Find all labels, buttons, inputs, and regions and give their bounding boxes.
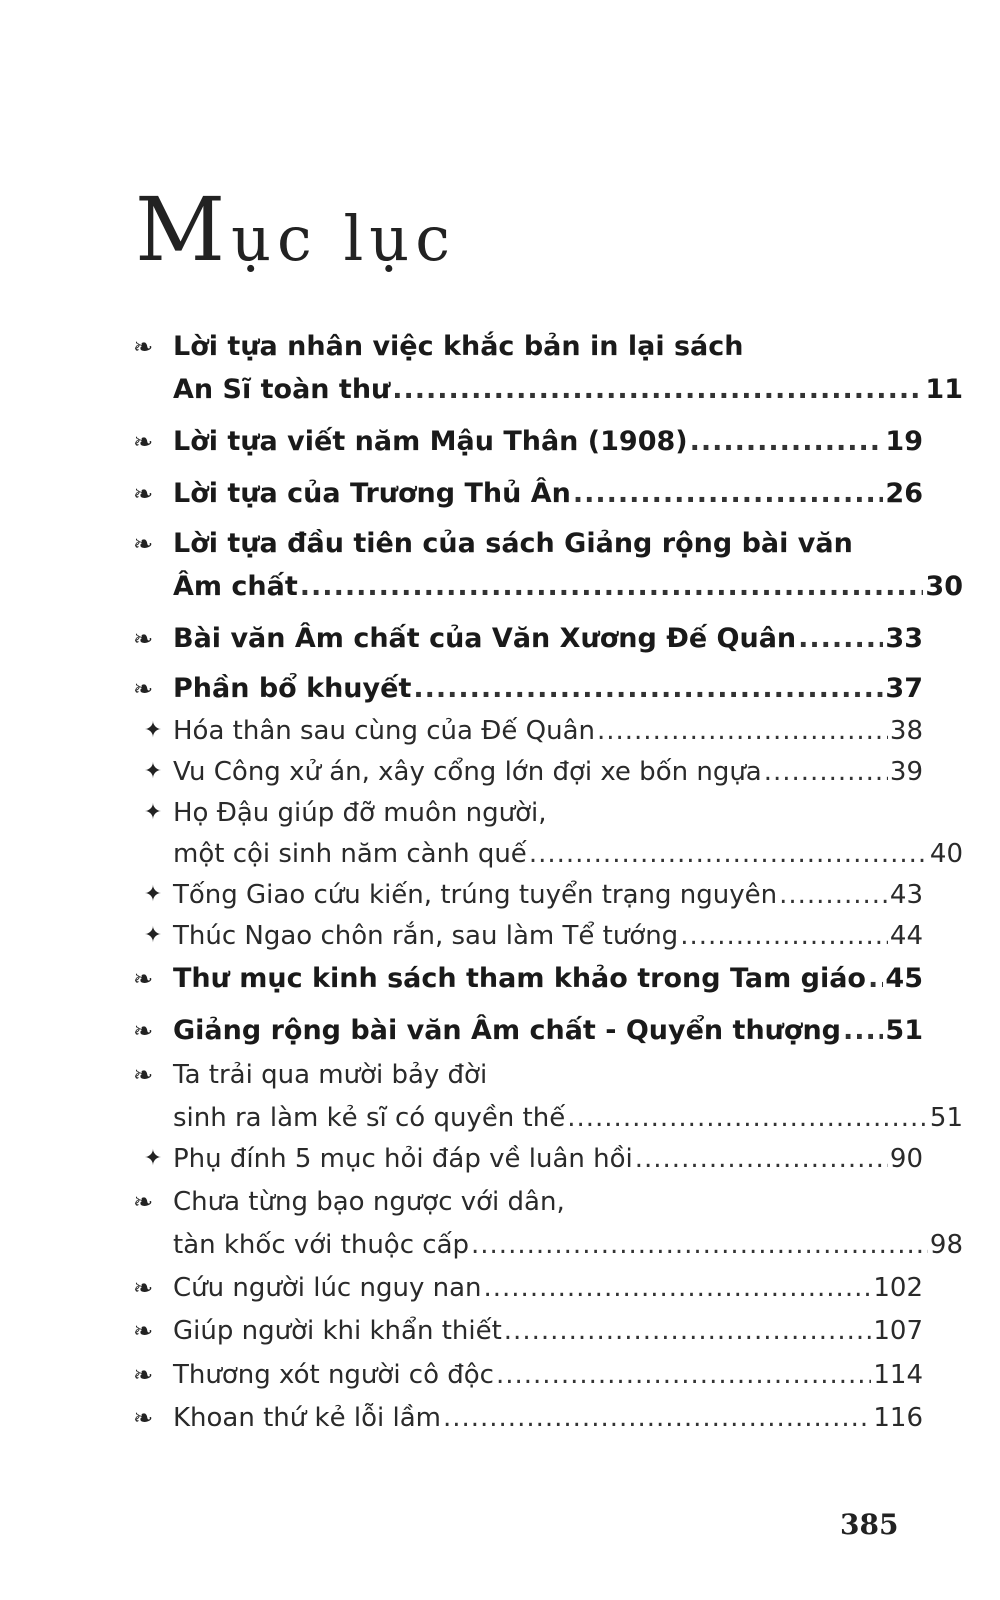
dot-leader [764, 752, 888, 792]
fleuron-icon: ❧ [133, 428, 154, 456]
dot-leader [680, 916, 888, 956]
toc-entry[interactable] [133, 474, 923, 514]
toc-page-number: 116 [873, 1403, 923, 1433]
toc-entry[interactable] [133, 524, 923, 564]
star-ornament-icon: ✦ [143, 718, 163, 743]
star-ornament-icon: ✦ [143, 800, 163, 825]
toc-entry-title: Ta trải qua mười bảy đời [173, 1060, 488, 1090]
toc-entry-continuation[interactable] [133, 370, 963, 410]
toc-page-number: 40 [929, 839, 963, 869]
dot-leader [529, 834, 928, 874]
fleuron-icon: ❧ [133, 1017, 154, 1045]
toc-page-number: 30 [925, 571, 963, 602]
toc-entry[interactable] [133, 422, 923, 462]
dot-leader [471, 1225, 928, 1265]
fleuron-icon: ❧ [133, 530, 154, 558]
toc-entry-title: Bài văn Âm chất của Văn Xương Đế Quân [173, 623, 797, 654]
toc-subentry[interactable] [133, 711, 923, 751]
toc-entry-title: Giảng rộng bài văn Âm chất - Quyển thượng [173, 1015, 841, 1046]
toc-entry[interactable] [133, 1398, 923, 1438]
toc-entry-continuation[interactable] [133, 1098, 963, 1138]
toc-subentry[interactable] [133, 1139, 923, 1179]
toc-subentry-continuation[interactable] [133, 834, 963, 874]
toc-page-number: 44 [889, 921, 923, 951]
fleuron-icon: ❧ [133, 333, 154, 361]
fleuron-icon: ❧ [133, 965, 154, 993]
toc-entry-title: Âm chất [173, 571, 298, 602]
title-rest: ục lục [231, 202, 456, 275]
toc-subentry[interactable] [133, 752, 923, 792]
dot-leader [392, 370, 923, 410]
toc-subentry[interactable] [133, 793, 923, 833]
toc-page-number: 26 [885, 478, 923, 509]
fleuron-icon: ❧ [133, 1361, 154, 1389]
dot-leader [567, 1098, 928, 1138]
toc-entry-title: Thương xót người cô độc [173, 1360, 494, 1390]
toc-entry-continuation[interactable] [133, 567, 963, 607]
toc-entry-title: Cứu người lúc nguy nan [173, 1273, 482, 1303]
dot-leader [496, 1355, 871, 1395]
fleuron-icon: ❧ [133, 1404, 154, 1432]
toc-entry[interactable] [133, 1055, 923, 1095]
toc-page-number: 43 [889, 880, 923, 910]
toc-page-number: 33 [885, 623, 923, 654]
toc-entry-title: Vu Công xử án, xây cổng lớn đợi xe bốn ngựa [173, 757, 762, 787]
dot-leader [484, 1268, 872, 1308]
dot-leader [504, 1311, 872, 1351]
dot-leader [798, 619, 883, 659]
star-ornament-icon: ✦ [143, 759, 163, 784]
toc-entry-title: Chưa từng bạo ngược với dân, [173, 1187, 565, 1217]
fleuron-icon: ❧ [133, 480, 154, 508]
star-ornament-icon: ✦ [143, 923, 163, 948]
toc-page-number: 45 [885, 963, 923, 994]
toc-entry-title: Lời tựa đầu tiên của sách Giảng rộng bài văn [173, 528, 853, 559]
toc-subentry[interactable] [133, 875, 923, 915]
toc-page-number: 98 [929, 1230, 963, 1260]
toc-entry-title: An Sĩ toàn thư [173, 374, 391, 405]
star-ornament-icon: ✦ [143, 1146, 163, 1171]
toc-entry-title: Họ Đậu giúp đỡ muôn người, [173, 798, 547, 828]
toc-page-number: 51 [885, 1015, 923, 1046]
fleuron-icon: ❧ [133, 1188, 154, 1216]
dot-leader [690, 422, 884, 462]
toc-entry-title: Tống Giao cứu kiến, trúng tuyển trạng nguyên [173, 880, 778, 910]
toc-entry-title: Hóa thân sau cùng của Đế Quân [173, 716, 595, 746]
toc-entry-title: Thúc Ngao chôn rắn, sau làm Tể tướng [173, 921, 679, 951]
toc-entry-title: Lời tựa nhân việc khắc bản in lại sách [173, 331, 744, 362]
dot-leader [413, 669, 883, 709]
toc-entry[interactable] [133, 1182, 923, 1222]
toc-page-number: 39 [889, 757, 923, 787]
fleuron-icon: ❧ [133, 625, 154, 653]
toc-entry[interactable] [133, 1355, 923, 1395]
toc-entry-continuation[interactable] [133, 1225, 963, 1265]
toc-entry-title: Giúp người khi khẩn thiết [173, 1316, 502, 1346]
toc-page-number: 102 [873, 1273, 923, 1303]
toc-entry-title: Khoan thứ kẻ lỗi lầm [173, 1403, 441, 1433]
toc-entry-title: Lời tựa của Trương Thủ Ân [173, 478, 571, 509]
dot-leader [573, 474, 884, 514]
dot-leader [300, 567, 924, 607]
toc-page-number: 114 [873, 1360, 923, 1390]
toc-entry[interactable] [133, 669, 923, 709]
toc-entry[interactable] [133, 619, 923, 659]
toc-entry[interactable] [133, 1311, 923, 1351]
fleuron-icon: ❧ [133, 1317, 154, 1345]
toc-page-number: 107 [873, 1316, 923, 1346]
toc-entry-title: Phụ đính 5 mục hỏi đáp về luân hồi [173, 1144, 633, 1174]
toc-entry-title: Phần bổ khuyết [173, 673, 412, 704]
fleuron-icon: ❧ [133, 675, 154, 703]
toc-page-number: 11 [925, 374, 963, 405]
toc-page-number: 38 [889, 716, 923, 746]
toc-entry[interactable] [133, 327, 923, 367]
toc-entry[interactable] [133, 959, 923, 999]
toc-entry-title: sinh ra làm kẻ sĩ có quyền thế [173, 1103, 566, 1133]
dot-leader [779, 875, 888, 915]
dot-leader [597, 711, 888, 751]
toc-page-number: 90 [889, 1144, 923, 1174]
toc-page-number: 37 [885, 673, 923, 704]
page-number: 385 [840, 1508, 899, 1541]
dot-leader [843, 1011, 883, 1051]
toc-entry-title: một cội sinh năm cành quế [173, 839, 527, 869]
dot-leader [868, 959, 883, 999]
toc-entry-title: Lời tựa viết năm Mậu Thân (1908) [173, 426, 688, 457]
dot-leader [635, 1139, 888, 1179]
fleuron-icon: ❧ [133, 1274, 154, 1302]
star-ornament-icon: ✦ [143, 882, 163, 907]
title-initial: M [135, 178, 232, 281]
toc-page-number: 51 [929, 1103, 963, 1133]
toc-page-number: 19 [885, 426, 923, 457]
toc-entry[interactable] [133, 1011, 923, 1051]
dot-leader [443, 1398, 871, 1438]
toc-subentry[interactable] [133, 916, 923, 956]
toc-entry-title: Thư mục kinh sách tham khảo trong Tam giáo [173, 963, 866, 994]
fleuron-icon: ❧ [133, 1061, 154, 1089]
toc-entry-title: tàn khốc với thuộc cấp [173, 1230, 470, 1260]
toc-entry[interactable] [133, 1268, 923, 1308]
